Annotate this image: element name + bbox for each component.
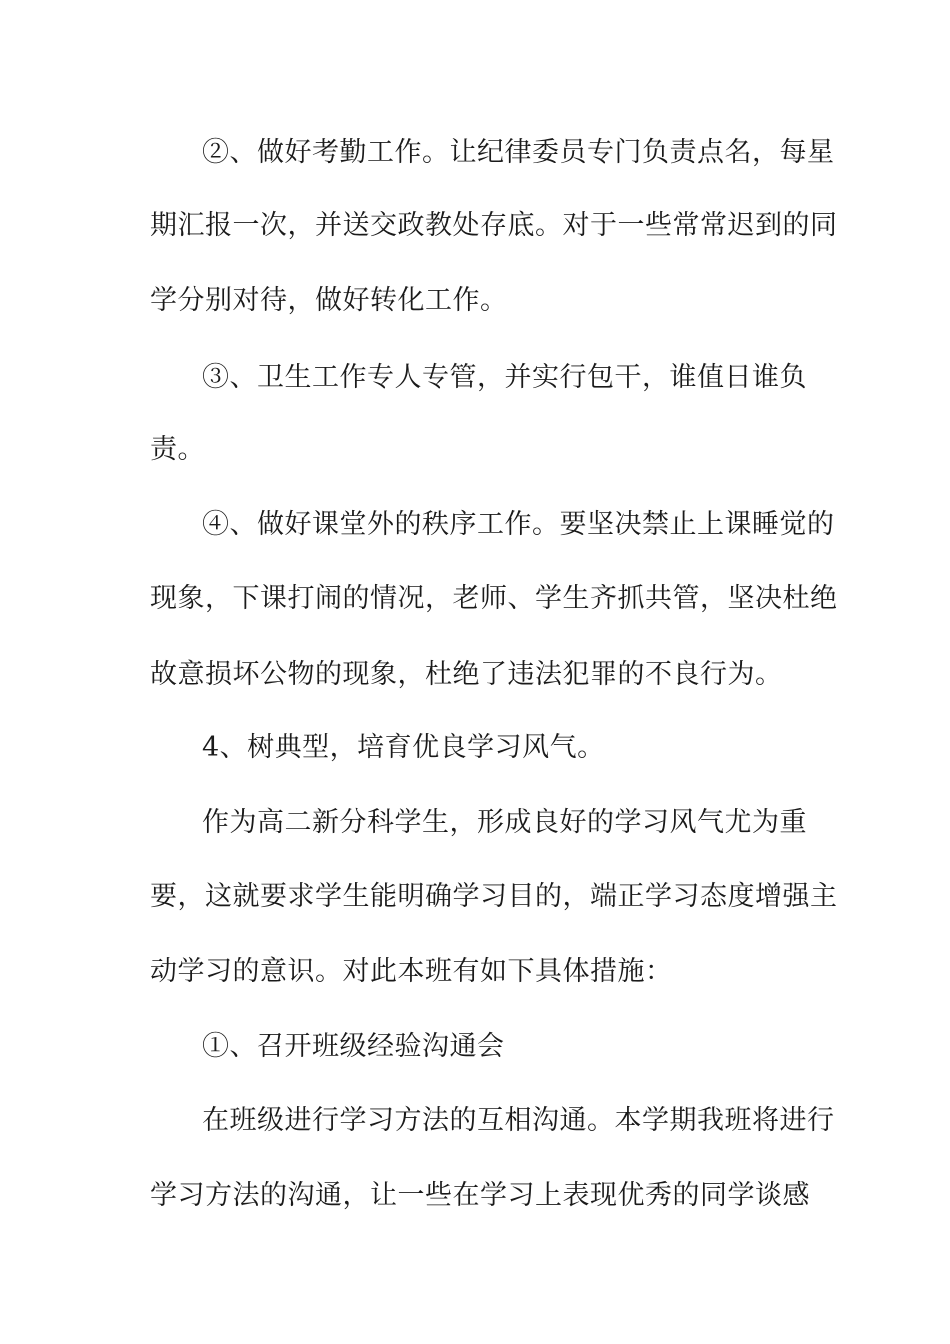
text-line: 学习方法的沟通，让一些在学习上表现优秀的同学谈感: [150, 1180, 810, 1211]
text-line: 故意损坏公物的现象，杜绝了违法犯罪的不良行为。: [150, 659, 783, 690]
text-line: ①、召开班级经验沟通会: [202, 1031, 505, 1062]
text-line: 现象，下课打闹的情况，老师、学生齐抓共管，坚决杜绝: [150, 583, 838, 614]
text-line: 期汇报一次，并送交政教处存底。对于一些常常迟到的同: [150, 210, 838, 241]
section-heading: 4、树典型，培育优良学习风气。: [202, 732, 605, 763]
text-line: 要，这就要求学生能明确学习目的，端正学习态度增强主: [150, 881, 838, 912]
text-line: 在班级进行学习方法的互相沟通。本学期我班将进行: [202, 1105, 835, 1136]
text-line: ③、卫生工作专人专管，并实行包干，谁值日谁负: [202, 362, 807, 393]
text-line: ④、做好课堂外的秩序工作。要坚决禁止上课睡觉的: [202, 509, 835, 540]
text-line: 学分别对待，做好转化工作。: [150, 285, 508, 316]
text-line: 责。: [150, 434, 205, 465]
text-line: 动学习的意识。对此本班有如下具体措施：: [150, 956, 673, 987]
text-line: ②、做好考勤工作。让纪律委员专门负责点名，每星: [202, 137, 835, 168]
text-line: 作为高二新分科学生，形成良好的学习风气尤为重: [202, 807, 807, 838]
